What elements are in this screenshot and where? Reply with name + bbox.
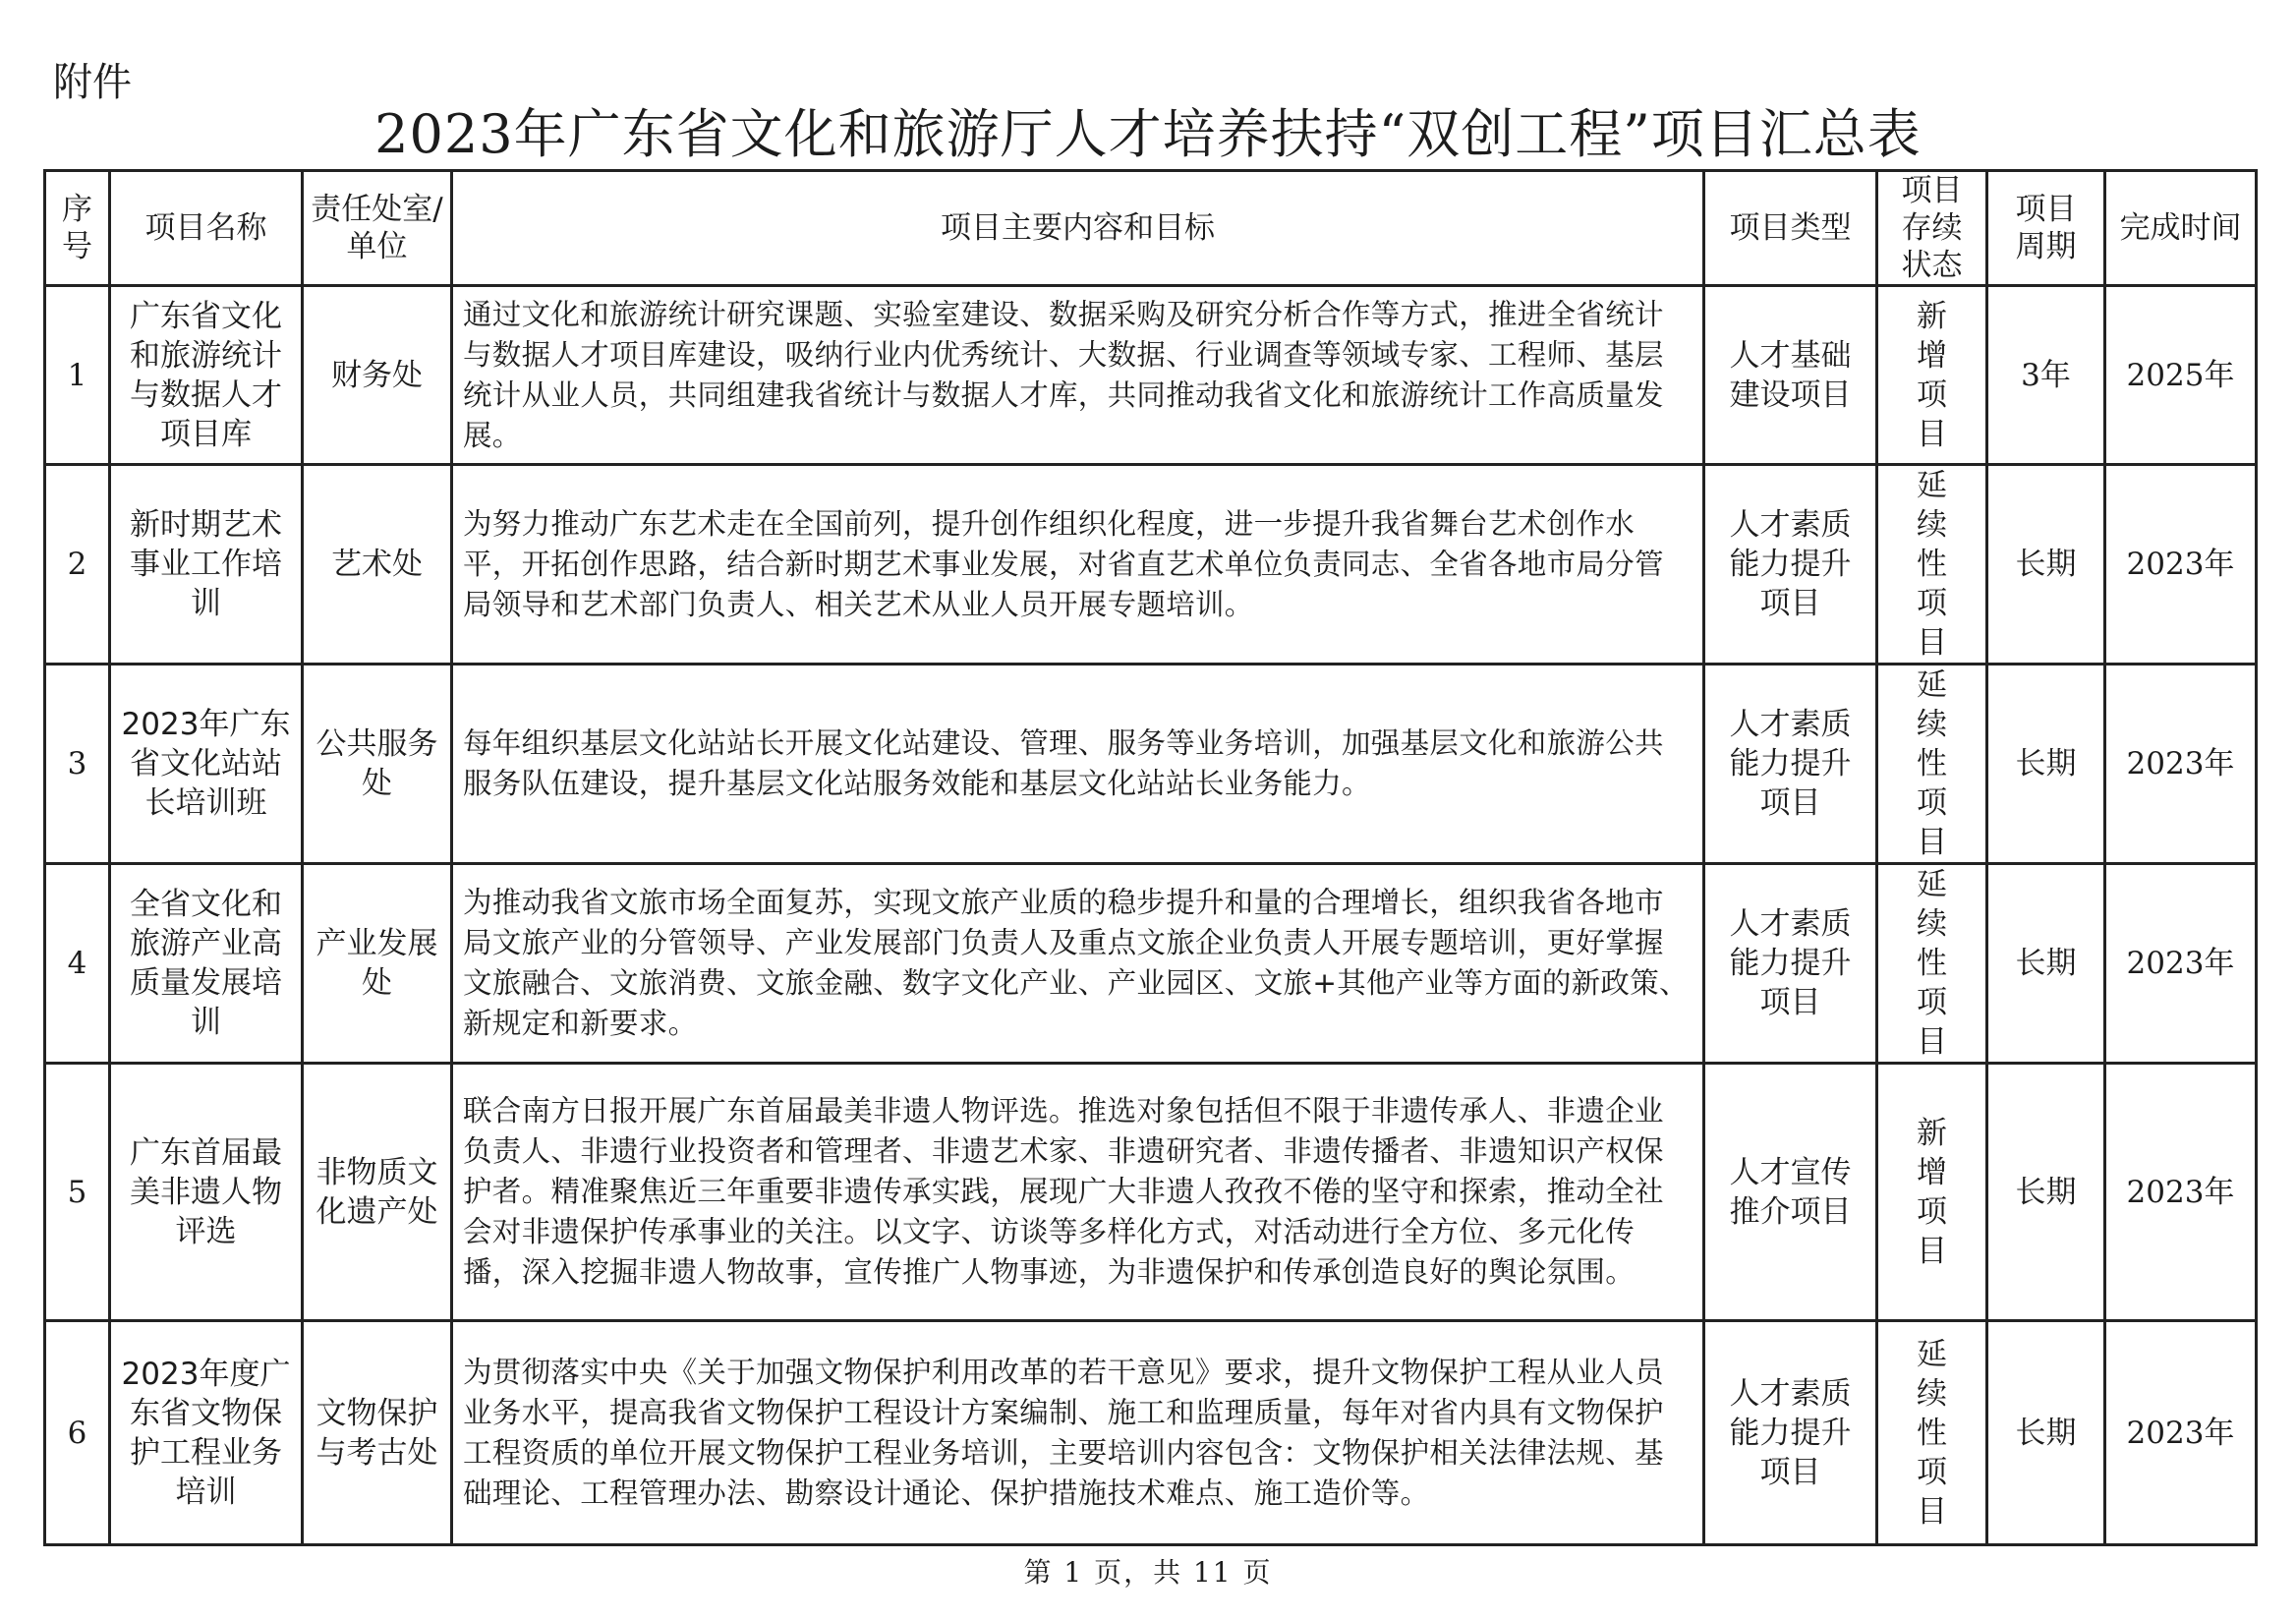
cell-cycle: 长期: [1987, 465, 2105, 665]
cell-content: 为努力推动广东艺术走在全国前列，提升创作组织化程度，进一步提升我省舞台艺术创作水平，开拓创作思路，结合新时期艺术事业发展，对省直艺术单位负责同志、全省各地市局分管局领导和艺术部门负责人、相关艺术从业人员开展专题培训。: [452, 465, 1704, 665]
table-header-row: [45, 171, 2257, 286]
cell-cycle: 长期: [1987, 1064, 2105, 1321]
cell-completion: 2023年: [2105, 1064, 2257, 1321]
cell-dept: 产业发展处: [303, 864, 452, 1064]
cell-content: 每年组织基层文化站站长开展文化站建设、管理、服务等业务培训，加强基层文化和旅游公共服务队伍建设，提升基层文化站服务效能和基层文化站站长业务能力。: [452, 665, 1704, 864]
cell-content: 联合南方日报开展广东首届最美非遗人物评选。推选对象包括但不限于非遗传承人、非遗企业负责人、非遗行业投资者和管理者、非遗艺术家、非遗研究者、非遗传播者、非遗知识产权保护者。精准聚焦近三年重要非遗传承实践，展现广大非遗人孜孜不倦的坚守和探索，推动全社会对非遗保护传承事业的关注。以文字、访谈等多样化方式，对活动进行全方位、多元化传播，深入挖掘非遗人物故事，宣传推广人物事迹，为非遗保护和传承创造良好的舆论氛围。: [452, 1064, 1704, 1321]
cell-cycle: 长期: [1987, 1321, 2105, 1545]
cell-seq: 2: [45, 465, 110, 665]
cell-content: 通过文化和旅游统计研究课题、实验室建设、数据采购及研究分析合作等方式，推进全省统计与数据人才项目库建设，吸纳行业内优秀统计、大数据、行业调查等领域专家、工程师、基层统计从业人员，共同组建我省统计与数据人才库，共同推动我省文化和旅游统计工作高质量发展。: [452, 286, 1704, 465]
cell-status: 延续性项目: [1877, 465, 1987, 665]
cell-cycle: 长期: [1987, 864, 2105, 1064]
cell-seq: 3: [45, 665, 110, 864]
cell-type: 人才宣传推介项目: [1704, 1064, 1877, 1321]
header-content: 项目主要内容和目标: [452, 171, 1704, 286]
cell-type: 人才素质能力提升项目: [1704, 1321, 1877, 1545]
cell-dept: 公共服务处: [303, 665, 452, 864]
cell-content: 为推动我省文旅市场全面复苏，实现文旅产业质的稳步提升和量的合理增长，组织我省各地市局文旅产业的分管领导、产业发展部门负责人及重点文旅企业负责人开展专题培训，更好掌握文旅融合、文旅消费、文旅金融、数字文化产业、产业园区、文旅+其他产业等方面的新政策、新规定和新要求。: [452, 864, 1704, 1064]
cell-name: 2023年度广东省文物保护工程业务培训: [110, 1321, 303, 1545]
cell-name: 2023年广东省文化站站长培训班: [110, 665, 303, 864]
header-dept: 责任处室/单位: [303, 171, 452, 286]
cell-name: 全省文化和旅游产业高质量发展培训: [110, 864, 303, 1064]
cell-completion: 2023年: [2105, 864, 2257, 1064]
cell-type: 人才素质能力提升项目: [1704, 465, 1877, 665]
cell-status: 延续性项目: [1877, 665, 1987, 864]
cell-cycle: 长期: [1987, 665, 2105, 864]
table-row: [45, 286, 2257, 465]
cell-completion: 2023年: [2105, 465, 2257, 665]
cell-content: 为贯彻落实中央《关于加强文物保护利用改革的若干意见》要求，提升文物保护工程从业人员业务水平，提高我省文物保护工程设计方案编制、施工和监理质量，每年对省内具有文物保护工程资质的单位开展文物保护工程业务培训，主要培训内容包含：文物保护相关法律法规、基础理论、工程管理办法、勘察设计通论、保护措施技术难点、施工造价等。: [452, 1321, 1704, 1545]
cell-seq: 4: [45, 864, 110, 1064]
cell-cycle: 3年: [1987, 286, 2105, 465]
table-row: [45, 864, 2257, 1064]
page-number-footer: 第 1 页，共 11 页: [1023, 1556, 1273, 1589]
table-row: [45, 1321, 2257, 1545]
header-cycle: 项目周期: [1987, 171, 2105, 286]
header-completion: 完成时间: [2105, 171, 2257, 286]
cell-completion: 2023年: [2105, 1321, 2257, 1545]
cell-seq: 1: [45, 286, 110, 465]
cell-dept: 文物保护与考古处: [303, 1321, 452, 1545]
header-seq: 序号: [45, 171, 110, 286]
cell-status: 新增项目: [1877, 1064, 1987, 1321]
header-type: 项目类型: [1704, 171, 1877, 286]
table-row: [45, 1064, 2257, 1321]
cell-name: 广东省文化和旅游统计与数据人才项目库: [110, 286, 303, 465]
header-name: 项目名称: [110, 171, 303, 286]
cell-name: 广东首届最美非遗人物评选: [110, 1064, 303, 1321]
cell-status: 延续性项目: [1877, 1321, 1987, 1545]
cell-dept: 非物质文化遗产处: [303, 1064, 452, 1321]
project-summary-table: [43, 169, 2258, 1546]
cell-dept: 财务处: [303, 286, 452, 465]
cell-type: 人才素质能力提升项目: [1704, 864, 1877, 1064]
table-row: [45, 465, 2257, 665]
cell-dept: 艺术处: [303, 465, 452, 665]
cell-completion: 2025年: [2105, 286, 2257, 465]
cell-name: 新时期艺术事业工作培训: [110, 465, 303, 665]
table-row: [45, 665, 2257, 864]
cell-type: 人才素质能力提升项目: [1704, 665, 1877, 864]
cell-seq: 5: [45, 1064, 110, 1321]
cell-completion: 2023年: [2105, 665, 2257, 864]
attachment-label: 附件: [53, 60, 132, 105]
document-title: 2023年广东省文化和旅游厅人才培养扶持“双创工程”项目汇总表: [374, 103, 1922, 165]
cell-status: 延续性项目: [1877, 864, 1987, 1064]
cell-seq: 6: [45, 1321, 110, 1545]
header-status: 项目存续状态: [1877, 171, 1987, 286]
cell-status: 新增项目: [1877, 286, 1987, 465]
cell-type: 人才基础建设项目: [1704, 286, 1877, 465]
